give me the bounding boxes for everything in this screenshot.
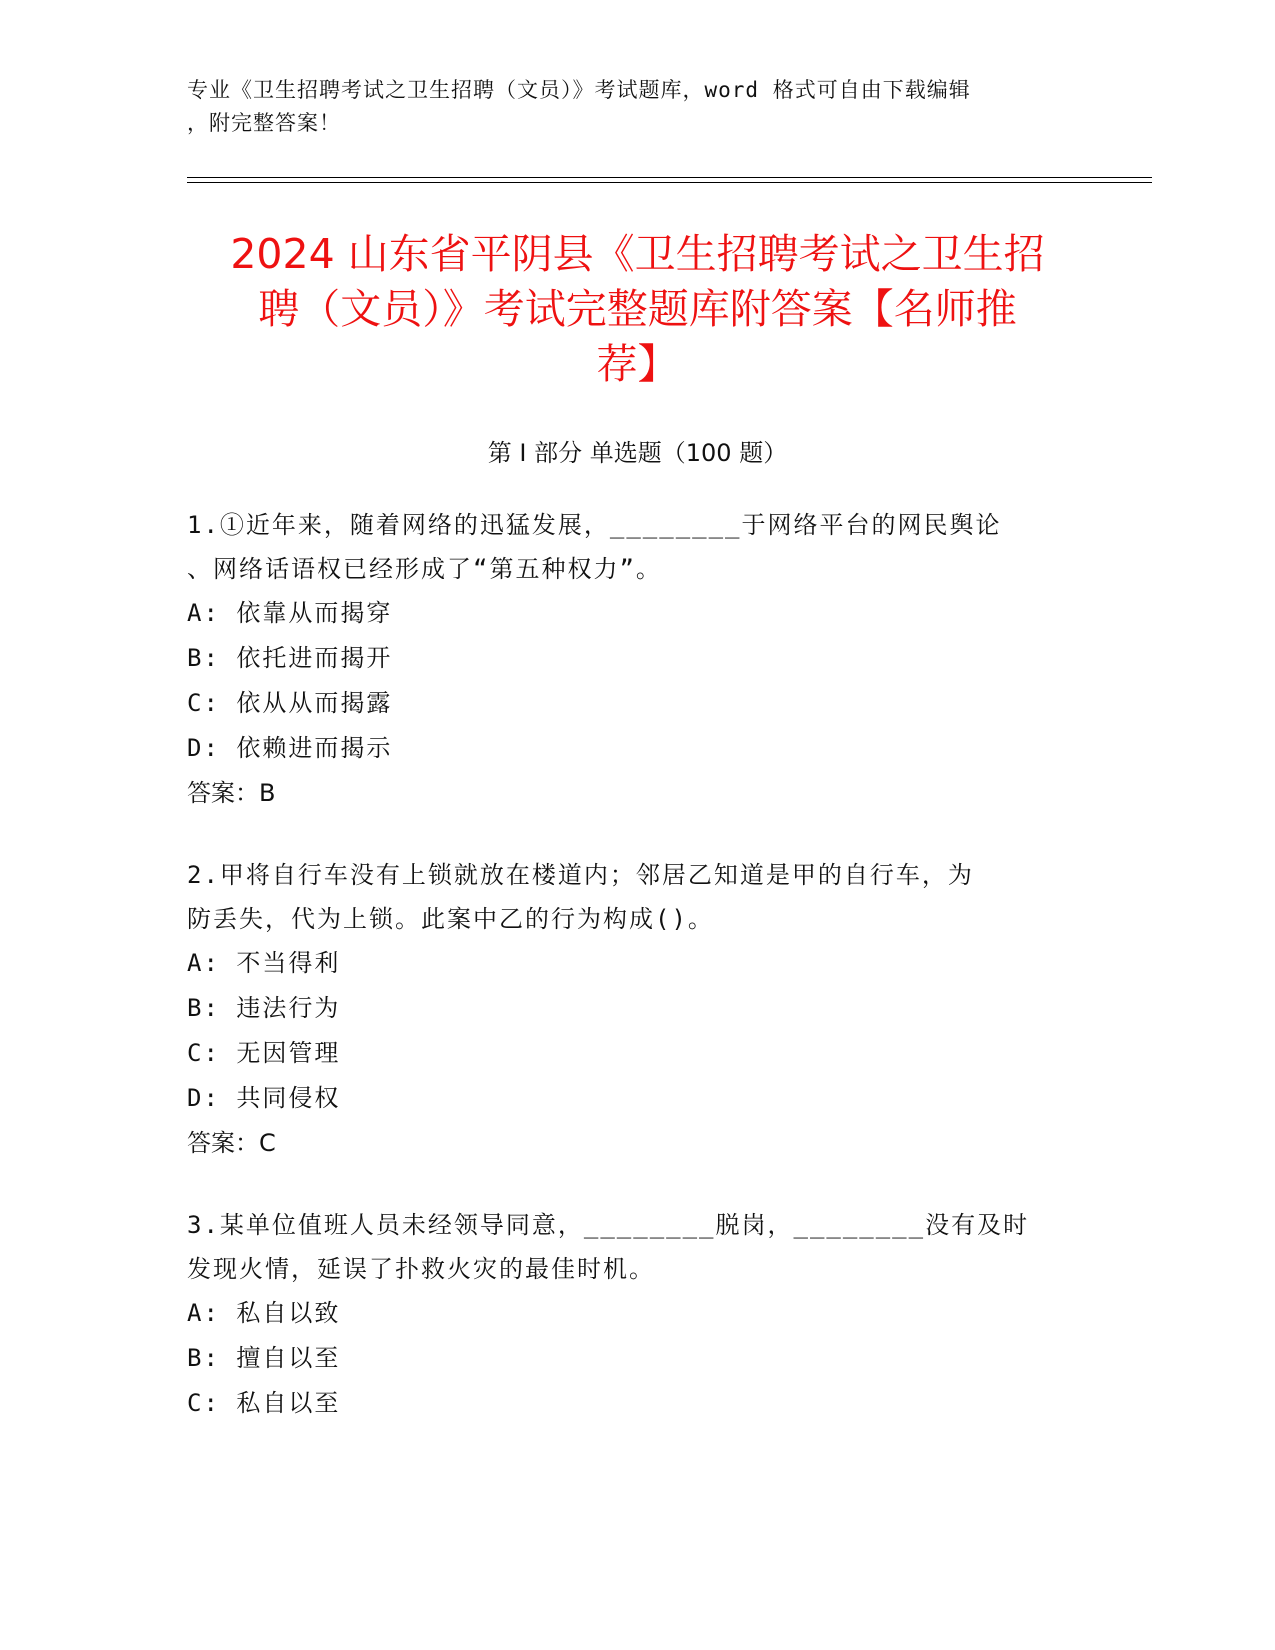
title-line: 荐】 — [596, 340, 679, 388]
option-c: C: 无因管理 — [187, 1039, 341, 1067]
question-stem: 发现火情，延误了扑救火灾的最佳时机。 — [187, 1255, 655, 1283]
option-b: B: 依托进而揭开 — [187, 644, 393, 672]
question-3 — [187, 1203, 1087, 1426]
option-a: A: 不当得利 — [187, 949, 341, 977]
header-note-line: 专业《卫生招聘考试之卫生招聘（文员）》考试题库，word 格式可自由下载编辑 — [187, 78, 971, 102]
question-stem: 、网络话语权已经形成了“第五种权力”。 — [187, 555, 662, 583]
header-divider-bottom — [187, 182, 1152, 183]
title-line: 2024 山东省平阴县《卫生招聘考试之卫生招 — [230, 230, 1045, 278]
option-a: A: 依靠从而揭穿 — [187, 599, 393, 627]
option-c: C: 依从从而揭露 — [187, 689, 393, 717]
option-b: B: 擅自以至 — [187, 1344, 341, 1372]
question-stem: 2.甲将自行车没有上锁就放在楼道内；邻居乙知道是甲的自行车，为 — [187, 861, 974, 889]
question-stem: 1.①近年来，随着网络的迅猛发展，________于网络平台的网民舆论 — [187, 511, 1002, 539]
answer: 答案：B — [187, 779, 276, 807]
question-1 — [187, 503, 1087, 816]
option-c: C: 私自以至 — [187, 1389, 341, 1417]
title-line: 聘（文员）》考试完整题库附答案【名师推 — [258, 285, 1017, 333]
header-note — [187, 74, 1067, 140]
section-heading: 第 I 部分 单选题（100 题） — [487, 439, 788, 467]
question-stem: 防丢失，代为上锁。此案中乙的行为构成()。 — [187, 905, 714, 933]
question-2 — [187, 853, 1087, 1166]
option-d: D: 共同侵权 — [187, 1084, 341, 1112]
option-a: A: 私自以致 — [187, 1299, 341, 1327]
option-d: D: 依赖进而揭示 — [187, 734, 393, 762]
header-note-line: ，附完整答案！ — [187, 111, 341, 135]
question-stem: 3.某单位值班人员未经领导同意，________脱岗，________没有及时 — [187, 1211, 1030, 1239]
header-divider-top — [187, 177, 1152, 178]
answer: 答案：C — [187, 1129, 276, 1157]
option-b: B: 违法行为 — [187, 994, 341, 1022]
page-title — [150, 227, 1125, 392]
